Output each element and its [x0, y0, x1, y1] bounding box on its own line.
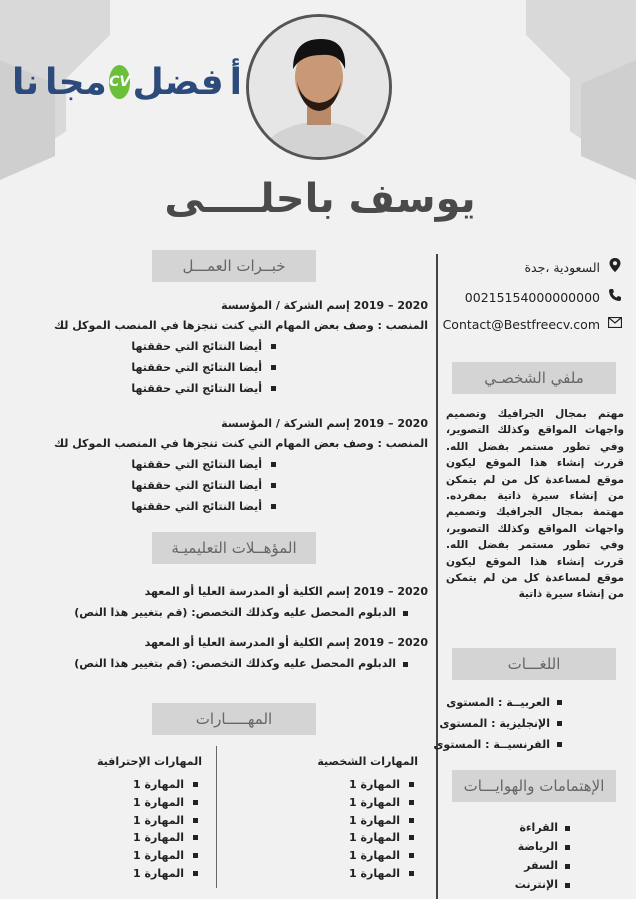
job-entry [40, 296, 428, 399]
list-item: الفرنسيــة : المستوى [433, 734, 564, 755]
column-divider [436, 254, 438, 899]
skills-divider [216, 746, 217, 888]
job-entry [40, 414, 428, 517]
list-item: المهارة 1 [82, 847, 202, 865]
envelope-icon [608, 317, 622, 332]
location-pin-icon [608, 258, 622, 276]
section-title-education: المؤهــلات التعليميـة [152, 532, 316, 564]
list-item: الإنترنت [515, 875, 572, 894]
job-header: 2020 – 2019 إسم الشركة / المؤسسة [221, 417, 428, 430]
job-description: المنصب : وصف بعض المهام التي كنت تنجزها في المنصب الموكل لك [54, 319, 428, 332]
list-item: المهارة 1 [298, 794, 418, 812]
contact-email [443, 317, 622, 332]
section-title-skills: المهـــــارات [152, 703, 316, 735]
address-text: السعودية ،جدة [524, 259, 600, 275]
site-logo [12, 60, 242, 104]
list-item: المهارة 1 [298, 847, 418, 865]
education-diploma: الدبلوم المحصل عليه وكذلك التخصص: (قم بتغيير هذا النص) [40, 603, 428, 623]
job-achievements [40, 454, 278, 517]
list-item: أيضا النتائج التي حققتها [40, 378, 278, 399]
list-item: العربيــة : المستوى [433, 692, 564, 713]
list-item: المهارة 1 [298, 865, 418, 883]
list-item: القراءة [515, 818, 572, 837]
logo-text-1: أ [229, 61, 242, 103]
education-diploma: الدبلوم المحصل عليه وكذلك التخصص: (قم بتغيير هذا النص) [40, 654, 428, 674]
list-item: أيضا النتائج التي حققتها [40, 357, 278, 378]
personal-skills-title: المهارات الشخصية [317, 755, 418, 768]
contact-phone [465, 288, 622, 306]
list-item: المهارة 1 [298, 812, 418, 830]
education-entry [40, 581, 428, 623]
list-item: المهارة 1 [298, 776, 418, 794]
phone-icon [608, 288, 622, 306]
section-title-experience: خبــرات العمـــل [152, 250, 316, 282]
list-item: المهارة 1 [82, 865, 202, 883]
candidate-name: يوسف باحلــــى [164, 176, 476, 222]
section-title-languages: اللغـــات [452, 648, 616, 680]
list-item: أيضا النتائج التي حققتها [40, 336, 278, 357]
job-achievements [40, 336, 278, 399]
profile-text: مهتم بمجال الجرافيك وتصميم واجهات المواقع وكذلك التصوير، وفي تطور مستمر بفضل الله. قررت إنشاء هذا الموقع ليكون موقع لمساعدة كل من لم يتمكن من إنشاء سيرة ذاتية بمفرده. مهتمة بمجال الجرافيك وتصميم واجهات المواقع وكذلك التصوير، وفي تطور مستمر بفضل الله. قررت إنشاء هذا الموقع ليكون موقع لمساعدة كل من لم يتمكن من إنشاء سيرة ذاتية [446, 408, 624, 601]
logo-text-2: فضل [132, 61, 224, 103]
profile-photo [246, 14, 392, 160]
list-item: المهارة 1 [82, 794, 202, 812]
list-item: المهارة 1 [82, 776, 202, 794]
section-title-interests: الإهتمامات والهوايـــات [452, 770, 616, 802]
list-item: السفر [515, 856, 572, 875]
list-item: أيضا النتائج التي حققتها [40, 475, 278, 496]
job-description: المنصب : وصف بعض المهام التي كنت تنجزها في المنصب الموكل لك [54, 437, 428, 450]
list-item: المهارة 1 [82, 812, 202, 830]
section-title-profile: ملفي الشخصـي [452, 362, 616, 394]
personal-skills [298, 752, 418, 883]
interests-list [515, 818, 572, 894]
email-text: Contact@Bestfreecv.com [442, 317, 600, 332]
list-item: أيضا النتائج التي حققتها [40, 454, 278, 475]
list-item: الرياضة [515, 837, 572, 856]
phone-text: 00215154000000000 [464, 289, 600, 305]
education-header: 2020 – 2019 إسم الكلية أو المدرسة العليا أو المعهد [144, 636, 428, 649]
list-item: أيضا النتائج التي حققتها [40, 496, 278, 517]
education-entry [40, 632, 428, 674]
job-header: 2020 – 2019 إسم الشركة / المؤسسة [221, 299, 428, 312]
contact-address [524, 258, 622, 276]
list-item: المهارة 1 [82, 829, 202, 847]
education-header: 2020 – 2019 إسم الكلية أو المدرسة العليا أو المعهد [144, 585, 428, 598]
list-item: المهارة 1 [298, 829, 418, 847]
logo-badge: CV [109, 65, 131, 99]
professional-skills-title: المهارات الإحترافية [96, 755, 202, 768]
languages-list [433, 692, 564, 755]
list-item: الإنجليزية : المستوى [433, 713, 564, 734]
logo-text-4: نا [12, 61, 40, 103]
logo-text-3: مجا [45, 61, 107, 103]
professional-skills [82, 752, 202, 883]
